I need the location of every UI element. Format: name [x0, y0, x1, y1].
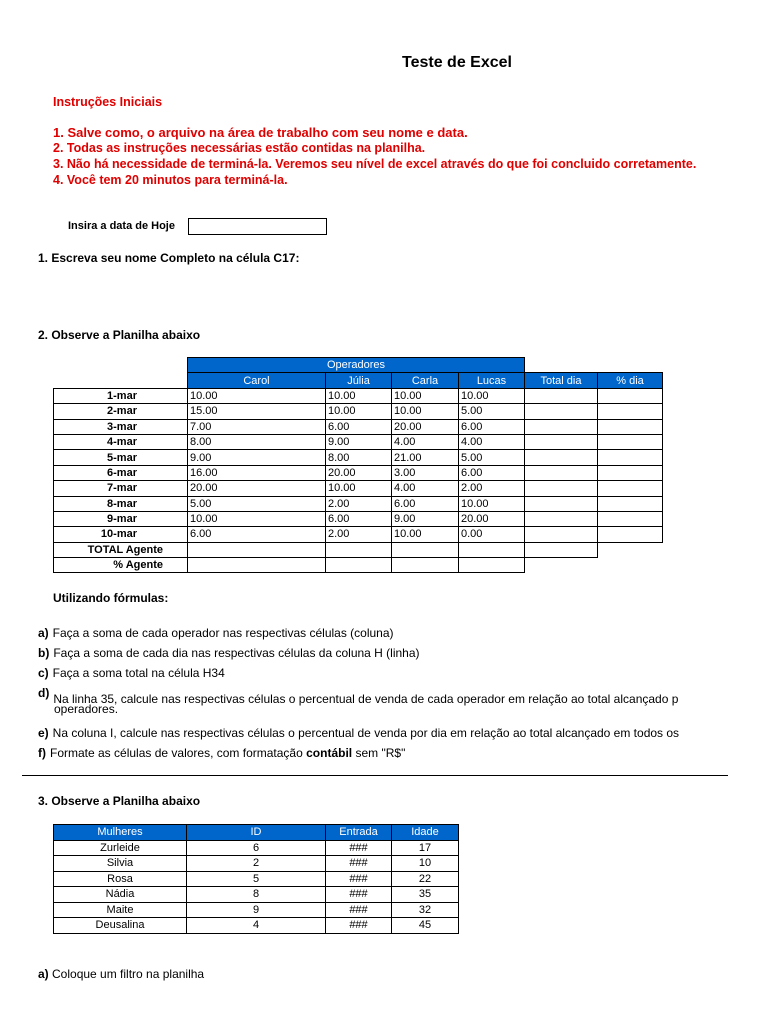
table-row	[54, 388, 663, 403]
value-cell[interactable]: 10.00	[459, 496, 525, 511]
name-cell[interactable]: Maite	[54, 902, 187, 918]
pct-dia-cell[interactable]	[598, 450, 663, 465]
women-table	[53, 824, 459, 934]
value-cell[interactable]: 4.00	[459, 434, 525, 449]
idade-cell[interactable]: 22	[392, 871, 459, 887]
table-row	[54, 419, 663, 434]
idade-cell[interactable]: 32	[392, 902, 459, 918]
question-2: 2. Observe a Planilha abaixo	[38, 328, 201, 342]
row-label-day[interactable]: 2-mar	[54, 404, 188, 419]
total-dia-cell[interactable]	[525, 404, 598, 419]
table-row	[54, 918, 459, 934]
total-dia-cell[interactable]	[525, 450, 598, 465]
value-cell[interactable]: 8.00	[326, 450, 392, 465]
pct-dia-cell[interactable]	[598, 419, 663, 434]
row-label-day[interactable]: 9-mar	[54, 511, 188, 526]
value-cell[interactable]: 16.00	[188, 465, 326, 480]
agent-cell[interactable]	[459, 558, 525, 573]
instruction-3: 3. Não há necessidade de terminá-la. Veremos seu nível de excel através do que foi concluido corretamente.	[53, 157, 697, 171]
value-cell[interactable]: 15.00	[188, 404, 326, 419]
row-label-day[interactable]: 6-mar	[54, 465, 188, 480]
table-row	[54, 856, 459, 872]
col-header-total-dia: Total dia	[525, 373, 598, 388]
value-cell[interactable]: 10.00	[326, 404, 392, 419]
value-cell[interactable]: 10.00	[188, 511, 326, 526]
col-header-julia: Júlia	[326, 373, 392, 388]
idade-cell[interactable]: 17	[392, 840, 459, 856]
task-text: Na coluna I, calcule nas respectivas células o percentual de venda por dia em relação ao total alcançado em todos os	[52, 726, 680, 740]
table-row	[54, 887, 459, 903]
id-cell[interactable]: 2	[187, 856, 326, 872]
row-label-day[interactable]: 1-mar	[54, 388, 188, 403]
task-text-cont: operadores.	[54, 702, 119, 716]
row-label-day[interactable]: 8-mar	[54, 496, 188, 511]
col-header-carol: Carol	[188, 373, 326, 388]
value-cell[interactable]: 20.00	[392, 419, 459, 434]
col-header-pct-dia: % dia	[598, 373, 663, 388]
table-row	[54, 902, 459, 918]
value-cell[interactable]: 20.00	[459, 511, 525, 526]
agent-cell[interactable]	[459, 542, 525, 557]
table-row	[54, 450, 663, 465]
row-label-day[interactable]: 7-mar	[54, 481, 188, 496]
value-cell[interactable]: 10.00	[392, 388, 459, 403]
pct-dia-cell[interactable]	[598, 434, 663, 449]
row-label-day[interactable]: 5-mar	[54, 450, 188, 465]
table-row	[54, 404, 663, 419]
id-cell[interactable]: 5	[187, 871, 326, 887]
task-item	[38, 746, 405, 760]
value-cell[interactable]: 10.00	[326, 481, 392, 496]
date-label: Insira a data de Hoje	[68, 220, 175, 232]
table-row	[54, 527, 663, 542]
value-cell[interactable]: 4.00	[392, 481, 459, 496]
value-cell[interactable]: 6.00	[188, 527, 326, 542]
total-agente-row-label: TOTAL Agente	[54, 542, 188, 557]
final-task	[38, 967, 204, 981]
value-cell[interactable]: 2.00	[326, 496, 392, 511]
col-header-mulheres: Mulheres	[54, 825, 187, 841]
name-cell[interactable]: Nádia	[54, 887, 187, 903]
pct-dia-cell[interactable]	[598, 404, 663, 419]
final-task-text: Coloque um filtro na planilha	[52, 967, 205, 981]
instruction-1: 1. Salve como, o arquivo na área de trabalho com seu nome e data.	[53, 125, 468, 140]
name-cell[interactable]: Silvia	[54, 856, 187, 872]
agent-cell[interactable]	[188, 558, 326, 573]
entrada-cell[interactable]: ###	[326, 871, 392, 887]
value-cell[interactable]: 5.00	[459, 450, 525, 465]
total-dia-cell[interactable]	[525, 496, 598, 511]
value-cell[interactable]: 9.00	[326, 434, 392, 449]
id-cell[interactable]: 6	[187, 840, 326, 856]
row-label-day[interactable]: 3-mar	[54, 419, 188, 434]
col-header-idade: Idade	[392, 825, 459, 841]
table-row	[54, 496, 663, 511]
task-text: Faça a soma total na célula H34	[52, 666, 225, 680]
col-header-entrada: Entrada	[326, 825, 392, 841]
value-cell[interactable]: 3.00	[392, 465, 459, 480]
id-cell[interactable]: 8	[187, 887, 326, 903]
task-letter: e)	[38, 726, 49, 740]
agent-cell[interactable]	[326, 558, 392, 573]
value-cell[interactable]: 10.00	[392, 527, 459, 542]
instruction-4: 4. Você tem 20 minutos para terminá-la.	[53, 173, 288, 187]
task-text-end: sem "R$"	[352, 746, 406, 760]
task-text: Formate as células de valores, com formatação	[50, 746, 307, 760]
entrada-cell[interactable]: ###	[326, 887, 392, 903]
value-cell[interactable]: 10.00	[188, 388, 326, 403]
table-row	[54, 434, 663, 449]
idade-cell[interactable]: 45	[392, 918, 459, 934]
value-cell[interactable]: 2.00	[459, 481, 525, 496]
value-cell[interactable]: 20.00	[326, 465, 392, 480]
value-cell[interactable]: 8.00	[188, 434, 326, 449]
empty-cell	[598, 558, 663, 573]
total-dia-cell[interactable]	[525, 527, 598, 542]
value-cell[interactable]: 9.00	[392, 511, 459, 526]
task-text: Faça a soma de cada operador nas respectivas células (coluna)	[52, 626, 394, 640]
agent-cell[interactable]	[392, 542, 459, 557]
agent-cell[interactable]	[188, 542, 326, 557]
id-cell[interactable]: 4	[187, 918, 326, 934]
value-cell[interactable]: 10.00	[459, 388, 525, 403]
value-cell[interactable]: 2.00	[326, 527, 392, 542]
task-item	[38, 626, 394, 640]
pct-dia-cell[interactable]	[598, 527, 663, 542]
total-dia-cell[interactable]	[525, 388, 598, 403]
value-cell[interactable]: 7.00	[188, 419, 326, 434]
table-row	[54, 481, 663, 496]
table-row	[54, 511, 663, 526]
task-letter: b)	[38, 646, 50, 660]
row-label-day[interactable]: 4-mar	[54, 434, 188, 449]
row-label-day[interactable]: 10-mar	[54, 527, 188, 542]
final-task-letter: a)	[38, 967, 49, 981]
grand-total-cell[interactable]	[525, 542, 598, 557]
total-dia-cell[interactable]	[525, 419, 598, 434]
page-title: Teste de Excel	[402, 54, 512, 71]
value-cell[interactable]: 4.00	[392, 434, 459, 449]
agent-cell[interactable]	[326, 542, 392, 557]
value-cell[interactable]: 10.00	[392, 404, 459, 419]
task-item	[38, 726, 679, 740]
total-dia-cell[interactable]	[525, 481, 598, 496]
idade-cell[interactable]: 35	[392, 887, 459, 903]
formulas-heading: Utilizando fórmulas:	[53, 591, 169, 605]
name-cell[interactable]: Zurleide	[54, 840, 187, 856]
instructions-heading: Instruções Iniciais	[53, 95, 163, 109]
question-1: 1. Escreva seu nome Completo na célula C17:	[38, 251, 300, 265]
value-cell[interactable]: 5.00	[188, 496, 326, 511]
task-text: Faça a soma de cada dia nas respectivas células da coluna H (linha)	[53, 646, 420, 660]
table-row	[54, 840, 459, 856]
entrada-cell[interactable]: ###	[326, 840, 392, 856]
name-cell[interactable]: Rosa	[54, 871, 187, 887]
pct-dia-cell[interactable]	[598, 481, 663, 496]
empty-cell	[598, 542, 663, 557]
pct-dia-cell[interactable]	[598, 496, 663, 511]
task-letter: f)	[38, 746, 46, 760]
value-cell[interactable]: 6.00	[459, 465, 525, 480]
instruction-2: 2. Todas as instruções necessárias estão contidas na planilha.	[53, 141, 426, 155]
task-item	[38, 646, 420, 660]
table-row	[54, 871, 459, 887]
value-cell[interactable]: 21.00	[392, 450, 459, 465]
entrada-cell[interactable]: ###	[326, 856, 392, 872]
total-dia-cell[interactable]	[525, 434, 598, 449]
total-agente-row	[54, 542, 663, 557]
value-cell[interactable]: 6.00	[392, 496, 459, 511]
col-header-carla: Carla	[392, 373, 459, 388]
value-cell[interactable]: 0.00	[459, 527, 525, 542]
pct-dia-cell[interactable]	[598, 511, 663, 526]
idade-cell[interactable]: 10	[392, 856, 459, 872]
operators-group-header: Operadores	[188, 358, 525, 373]
task-text-bold: contábil	[306, 746, 353, 760]
question-3: 3. Observe a Planilha abaixo	[38, 794, 201, 808]
value-cell[interactable]: 6.00	[326, 511, 392, 526]
pct-agente-row	[54, 558, 663, 573]
task-item	[38, 666, 225, 680]
value-cell[interactable]: 9.00	[188, 450, 326, 465]
total-dia-cell[interactable]	[525, 465, 598, 480]
entrada-cell[interactable]: ###	[326, 918, 392, 934]
date-input-cell[interactable]	[188, 218, 327, 235]
empty-cell	[525, 558, 598, 573]
value-cell[interactable]: 6.00	[326, 419, 392, 434]
entrada-cell[interactable]: ###	[326, 902, 392, 918]
task-letter: a)	[38, 626, 49, 640]
table-row	[54, 465, 663, 480]
task-letter: c)	[38, 666, 49, 680]
task-text: Na linha 35, calcule nas respectivas células o percentual de venda de cada operador em relação ao total alcançado p	[53, 692, 679, 706]
value-cell[interactable]: 6.00	[459, 419, 525, 434]
total-dia-cell[interactable]	[525, 511, 598, 526]
col-header-id: ID	[187, 825, 326, 841]
agent-cell[interactable]	[392, 558, 459, 573]
pct-agente-row-label: % Agente	[54, 558, 188, 573]
pct-dia-cell[interactable]	[598, 388, 663, 403]
section-divider	[22, 775, 728, 776]
operators-table	[53, 357, 663, 573]
task-item	[38, 686, 679, 706]
value-cell[interactable]: 10.00	[326, 388, 392, 403]
id-cell[interactable]: 9	[187, 902, 326, 918]
pct-dia-cell[interactable]	[598, 465, 663, 480]
col-header-lucas: Lucas	[459, 373, 525, 388]
task-letter: d)	[38, 686, 50, 700]
name-cell[interactable]: Deusalina	[54, 918, 187, 934]
value-cell[interactable]: 5.00	[459, 404, 525, 419]
value-cell[interactable]: 20.00	[188, 481, 326, 496]
